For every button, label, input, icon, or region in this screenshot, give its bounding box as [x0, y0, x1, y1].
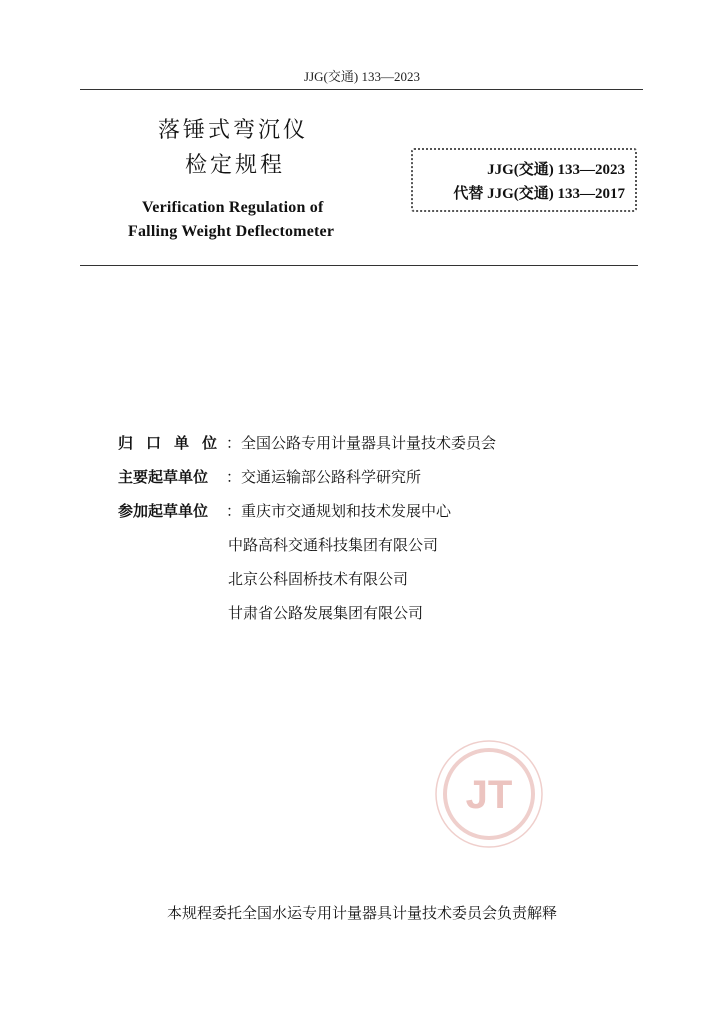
responsible-unit-row — [118, 432, 496, 453]
title-cn-line1: 落锤式弯沉仪 — [158, 118, 309, 143]
interpretation-note: 本规程委托全国水运专用计量器具计量技术委员会负责解释 — [166, 904, 557, 922]
standard-code-box — [411, 148, 637, 212]
title-en-line2: Falling Weight Deflectometer — [128, 223, 335, 240]
main-drafting-unit-row — [118, 466, 421, 487]
responsible-unit-value: ：全国公路专用计量器具计量技术委员会 — [226, 434, 497, 452]
main-drafting-unit-value: ：交通运输部公路科学研究所 — [226, 468, 422, 486]
jt-stamp-logo — [433, 738, 545, 850]
participating-unit-item: 北京公科固桥技术有限公司 — [228, 570, 409, 588]
main-drafting-unit-label: 主要起草单位 — [118, 468, 209, 486]
title-cn-line2: 检定规程 — [185, 153, 286, 178]
participating-unit-label: 参加起草单位 — [118, 502, 209, 520]
header-rule — [80, 89, 643, 90]
participating-unit-item: 甘肃省公路发展集团有限公司 — [228, 604, 424, 622]
header-standard-code: JJG(交通) 133—2023 — [304, 69, 420, 84]
current-code: JJG(交通) 133—2023 — [487, 162, 625, 178]
title-rule — [80, 265, 638, 266]
title-en-line1: Verification Regulation of — [142, 199, 324, 216]
responsible-unit-label: 归口单位 — [118, 434, 231, 452]
participating-unit-value: ：重庆市交通规划和技术发展中心 — [226, 502, 452, 520]
replaced-code: 代替 JJG(交通) 133—2017 — [453, 186, 625, 202]
stamp-text: JT — [465, 773, 513, 817]
jt-stamp-icon — [433, 738, 545, 850]
participating-unit-item: 中路高科交通科技集团有限公司 — [228, 536, 439, 554]
participating-unit-row — [118, 500, 451, 521]
